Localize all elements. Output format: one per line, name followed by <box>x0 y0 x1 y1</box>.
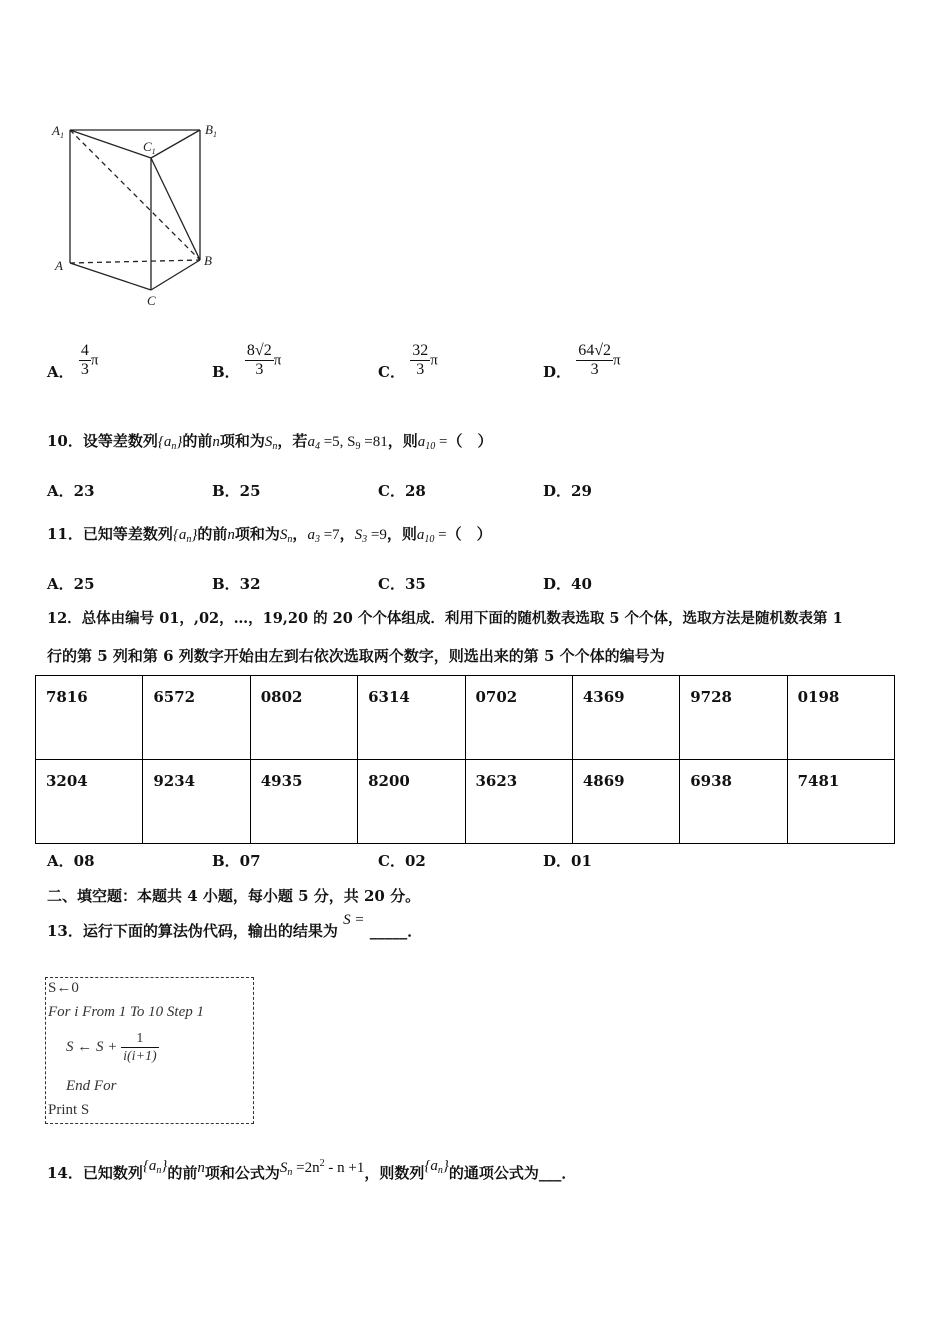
q9-option-c[interactable]: C． $\frac{32}{3}$ π <box>378 342 438 381</box>
code-line-2: For i From 1 To 10 Step 1 <box>48 1004 204 1020</box>
table-cell: 4935 <box>250 760 357 844</box>
label-B: B <box>204 253 212 268</box>
code-line-5: Print S <box>48 1102 90 1118</box>
prism-figure <box>45 115 235 315</box>
q9-option-b[interactable]: B． $\frac{8√2}{3}$ π <box>212 342 282 381</box>
q13-stem: 13．运行下面的算法伪代码，输出的结果为 S = _____． <box>47 912 423 940</box>
q12-option-a[interactable]: A．08 <box>47 852 95 870</box>
table-cell: 6938 <box>680 760 787 844</box>
q10-option-d[interactable]: D．29 <box>543 482 592 500</box>
table-cell: 3204 <box>36 760 143 844</box>
section-heading: 二、填空题：本题共 4 小题，每小题 5 分，共 20 分。 <box>47 887 421 905</box>
table-cell: 9234 <box>143 760 250 844</box>
table-cell: 0198 <box>787 676 894 760</box>
q14-answer-blank[interactable]: ___ <box>538 1164 562 1182</box>
q10-option-c[interactable]: C．28 <box>378 482 426 500</box>
table-cell: 3623 <box>465 760 572 844</box>
q11-option-a[interactable]: A．25 <box>47 575 95 593</box>
table-cell: 6314 <box>358 676 465 760</box>
code-line-1: S←0 <box>48 980 79 996</box>
label-A: A <box>55 258 63 273</box>
table-cell: 8200 <box>358 760 465 844</box>
random-number-table <box>35 675 895 844</box>
table-cell: 0802 <box>250 676 357 760</box>
table-cell: 7816 <box>36 676 143 760</box>
q10-option-b[interactable]: B．25 <box>212 482 261 500</box>
q11-option-c[interactable]: C．35 <box>378 575 426 593</box>
table-cell: 0702 <box>465 676 572 760</box>
q9-option-a[interactable]: A． $\frac{4}{3}$ π <box>47 342 99 381</box>
q12-stem-line2: 行的第 5 列和第 6 列数字开始由左到右依次选取两个数字，则选出来的第 5 个个体的编号为 <box>47 647 665 665</box>
label-C1: $C_1$ <box>143 139 156 156</box>
q11-option-d[interactable]: D．40 <box>543 575 592 593</box>
table-cell: 7481 <box>787 760 894 844</box>
label-C: C <box>147 293 156 308</box>
q10-stem: 10．设等差数列$\{a_n\}$的前n项和为$S_n$，若$a_4 =5$, $S_9 =81$，则$a_{10}$ =（ ） <box>47 432 493 452</box>
q11-stem: 11．已知等差数列$\{a_n\}$的前n项和为$S_n$，$a_3 =7$，$S_3 =9$，则$a_{10}$ =（ ） <box>47 525 492 545</box>
q14-stem: 14．已知数列$\{a_n\}$的前n项和公式为$S_n =2n^2 - n +1$，则数列$\{a_n\}$的通项公式为___． <box>47 1158 577 1182</box>
table-row <box>36 676 895 760</box>
q12-option-b[interactable]: B．07 <box>212 852 261 870</box>
table-row <box>36 760 895 844</box>
label-B1: $B_1$ <box>205 122 217 139</box>
q11-option-b[interactable]: B．32 <box>212 575 261 593</box>
table-cell: 6572 <box>143 676 250 760</box>
q12-option-c[interactable]: C．02 <box>378 852 426 870</box>
code-line-4: End For <box>66 1078 117 1094</box>
q12-stem-line1: 12．总体由编号 01，,02，…，19,20 的 20 个个体组成．利用下面的随机数表选取 5 个个体，选取方法是随机数表第 1 <box>47 610 843 627</box>
table-cell: 4869 <box>572 760 679 844</box>
pseudocode-box <box>45 977 254 1124</box>
q13-answer-blank[interactable]: _____ <box>369 922 408 940</box>
table-cell: 9728 <box>680 676 787 760</box>
q10-option-a[interactable]: A．23 <box>47 482 95 500</box>
table-cell: 4369 <box>572 676 679 760</box>
q9-option-d[interactable]: D． $\frac{64√2}{3}$ π <box>543 342 621 381</box>
label-A1: $A_1$ <box>52 123 64 140</box>
q12-option-d[interactable]: D．01 <box>543 852 592 870</box>
code-line-3: S ← S + $\frac{1}{i(i+1)}$ <box>66 1031 157 1064</box>
